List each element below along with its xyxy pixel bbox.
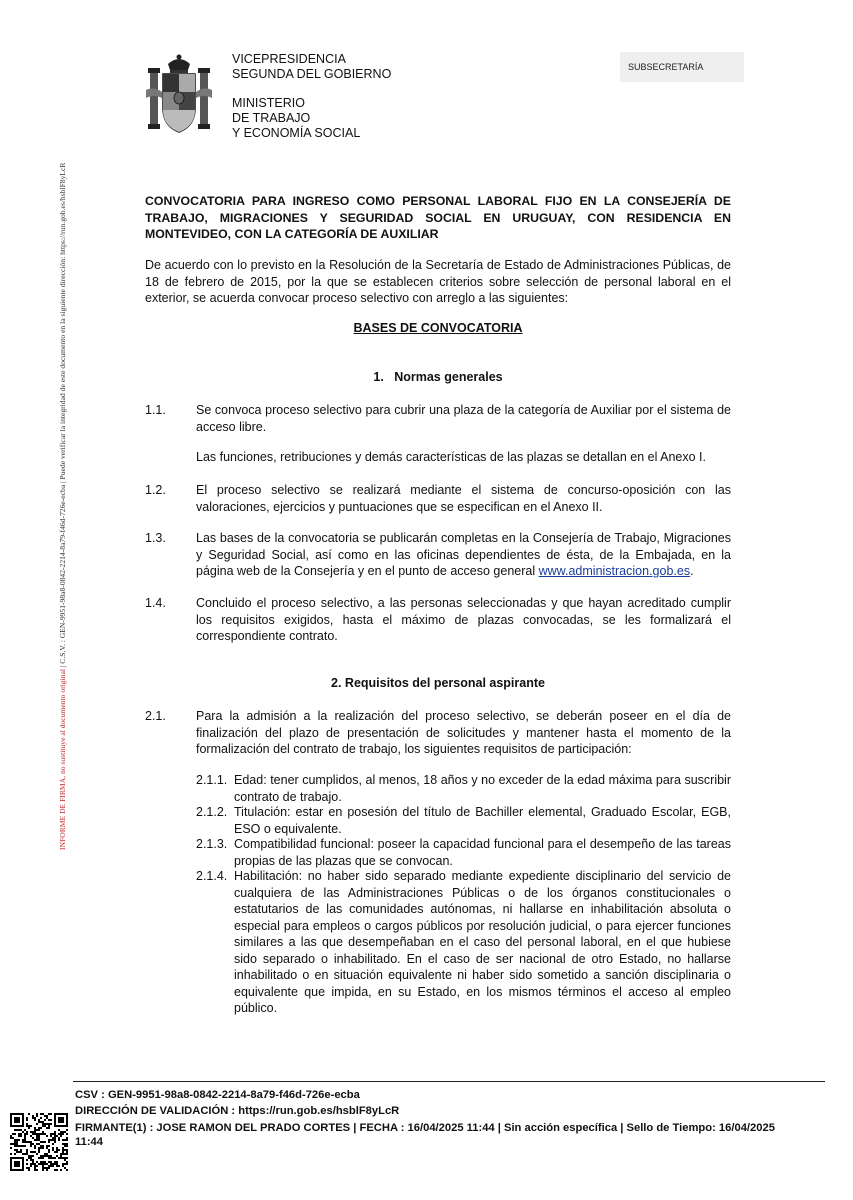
ministry-header-top bbox=[232, 52, 391, 82]
intro-paragraph: De acuerdo con lo previsto en la Resolución de la Secretaría de Estado de Administraciones Públicas, de 18 de febrero de 2015, por la que se establecen criterios sobre selección de personal laboral en el exterior, se acuerda convocar proceso selectivo con arreglo a las siguientes: bbox=[145, 258, 731, 305]
footer-csv: CSV : GEN-9951-98a8-0842-2214-8a79-f46d-726e-ecba bbox=[75, 1089, 360, 1101]
unit-box: SUBSECRETARÍA bbox=[620, 52, 744, 82]
clause-2-1-4 bbox=[196, 868, 731, 1017]
clause-2-1-1 bbox=[196, 772, 731, 805]
clause-text: El proceso selectivo se realizará mediante el sistema de concurso-oposición con las valoraciones, ejercicios y puntuaciones que se especifican en el Anexo II. bbox=[196, 483, 731, 514]
clause-text: Titulación: estar en posesión del título de Bachiller elemental, Graduado Escolar, EGB, ESO o equivalente. bbox=[234, 805, 731, 836]
ministry-line: MINISTERIO bbox=[232, 96, 305, 110]
section-1-heading: 1. Normas generales bbox=[373, 370, 503, 384]
clause-2-1-2 bbox=[196, 804, 731, 837]
clause-text: Las bases de la convocatoria se publicarán completas en la Consejería de Trabajo, Migraciones y Seguridad Social, así como en las oficinas dependientes de ésta, de la Embajada, en la página web de la Consejería y en el punto de acceso general bbox=[196, 531, 731, 578]
clause-text: Para la admisión a la realización del proceso selectivo, se deberán poseer en el día de finalización del plazo de presentación de solicitudes y mantener hasta el momento de la formalización del contrato de trabajo, los siguientes requisitos de participación: bbox=[196, 709, 731, 756]
clause-text: Se convoca proceso selectivo para cubrir una plaza de la categoría de Auxiliar por el sistema de acceso libre. bbox=[196, 403, 731, 434]
document-title: CONVOCATORIA PARA INGRESO COMO PERSONAL LABORAL FIJO EN LA CONSEJERÍA DE TRABAJO, MIGRACIONES Y SEGURIDAD SOCIAL EN URUGUAY, CON RESIDENCIA EN MONTEVIDEO, CON LA CATEGORÍA DE AUXILIAR bbox=[145, 194, 731, 242]
ministry-line: Y ECONOMÍA SOCIAL bbox=[232, 126, 361, 140]
qr-code-icon bbox=[10, 1113, 68, 1171]
clause-number: 2.1.1. bbox=[196, 773, 228, 787]
clause-number: 2.1.3. bbox=[196, 837, 228, 851]
clause-2-1-3 bbox=[196, 836, 731, 869]
clause-number: 2.1. bbox=[145, 709, 166, 723]
clause-number: 1.1. bbox=[145, 403, 166, 417]
clause-text: Habilitación: no haber sido separado mediante expediente disciplinario del servicio de cualquiera de las Administraciones Públicas o de los órganos constitucionales o estatutarios de las comunidades autónomas, ni hallarse en inhabilitación absoluta o especial para empleos o cargos públicos por resolución judicial, o para ejercer funciones similares a las que desempeñaban en el caso del personal laboral, en el que hubiese sido separado o inhabilitado. En el caso de ser nacional de otro Estado, no hallarse inhabilitado o en situación equivalente ni haber sido sometido a sanción disciplinaria o equivalente que impida, en su Estado, en los mismos términos el acceso al empleo público. bbox=[234, 869, 731, 1015]
clause-1-2 bbox=[145, 482, 731, 515]
clause-number: 1.3. bbox=[145, 531, 166, 545]
clause-1-3 bbox=[145, 530, 731, 580]
clause-text: Compatibilidad funcional: poseer la capacidad funcional para el desempeño de las tareas propias de las plazas que se convocan. bbox=[234, 837, 731, 868]
clause-number: 2.1.4. bbox=[196, 869, 228, 883]
side-note-csv: | C.S.V. : GEN-9951-98a8-0842-2214-8a79-f46d-726e-ecba | Puede verificar la integridad de este documento en la siguiente dirección: https://run.gob.es/hsblF8yLcR bbox=[58, 162, 67, 670]
clause-1-1 bbox=[145, 402, 731, 466]
section-2-heading: 2. Requisitos del personal aspirante bbox=[331, 676, 545, 690]
footer-signer: FIRMANTE(1) : JOSE RAMON DEL PRADO CORTES | FECHA : 16/04/2025 11:44 | Sin acción específica | Sello de Tiempo: 16/04/2025 11:44 bbox=[75, 1122, 775, 1148]
bases-heading: BASES DE CONVOCATORIA bbox=[353, 321, 523, 335]
clause-text: Las funciones, retribuciones y demás características de las plazas se detallan en el Anexo I. bbox=[196, 450, 707, 464]
clause-text: Concluido el proceso selectivo, a las personas seleccionadas y que hayan acreditado cumplir los requisitos exigidos, hasta el máximo de plazas convocadas, se les formalizará el correspondiente contrato. bbox=[196, 596, 731, 643]
clause-text-end: . bbox=[690, 564, 694, 578]
clause-number: 1.4. bbox=[145, 596, 166, 610]
ministry-line: SEGUNDA DEL GOBIERNO bbox=[232, 67, 392, 81]
ministry-line: VICEPRESIDENCIA bbox=[232, 52, 346, 66]
clause-number: 2.1.2. bbox=[196, 805, 228, 819]
side-note-warning: INFORME DE FIRMA, no sustituye al documento original bbox=[58, 669, 67, 850]
clause-1-4 bbox=[145, 595, 731, 645]
clause-number: 1.2. bbox=[145, 483, 166, 497]
footer-divider bbox=[73, 1081, 825, 1082]
ministry-header-bottom bbox=[232, 96, 360, 141]
ministry-line: DE TRABAJO bbox=[232, 111, 311, 125]
footer-validation: DIRECCIÓN DE VALIDACIÓN : https://run.gob.es/hsblF8yLcR bbox=[75, 1105, 400, 1117]
clause-2-1 bbox=[145, 708, 731, 758]
clause-text: Edad: tener cumplidos, al menos, 18 años y no exceder de la edad máxima para suscribir contrato de trabajo. bbox=[234, 773, 731, 804]
administracion-link[interactable]: www.administracion.gob.es bbox=[538, 564, 691, 578]
side-signature-note bbox=[55, 70, 77, 850]
coat-of-arms-icon bbox=[146, 50, 212, 138]
